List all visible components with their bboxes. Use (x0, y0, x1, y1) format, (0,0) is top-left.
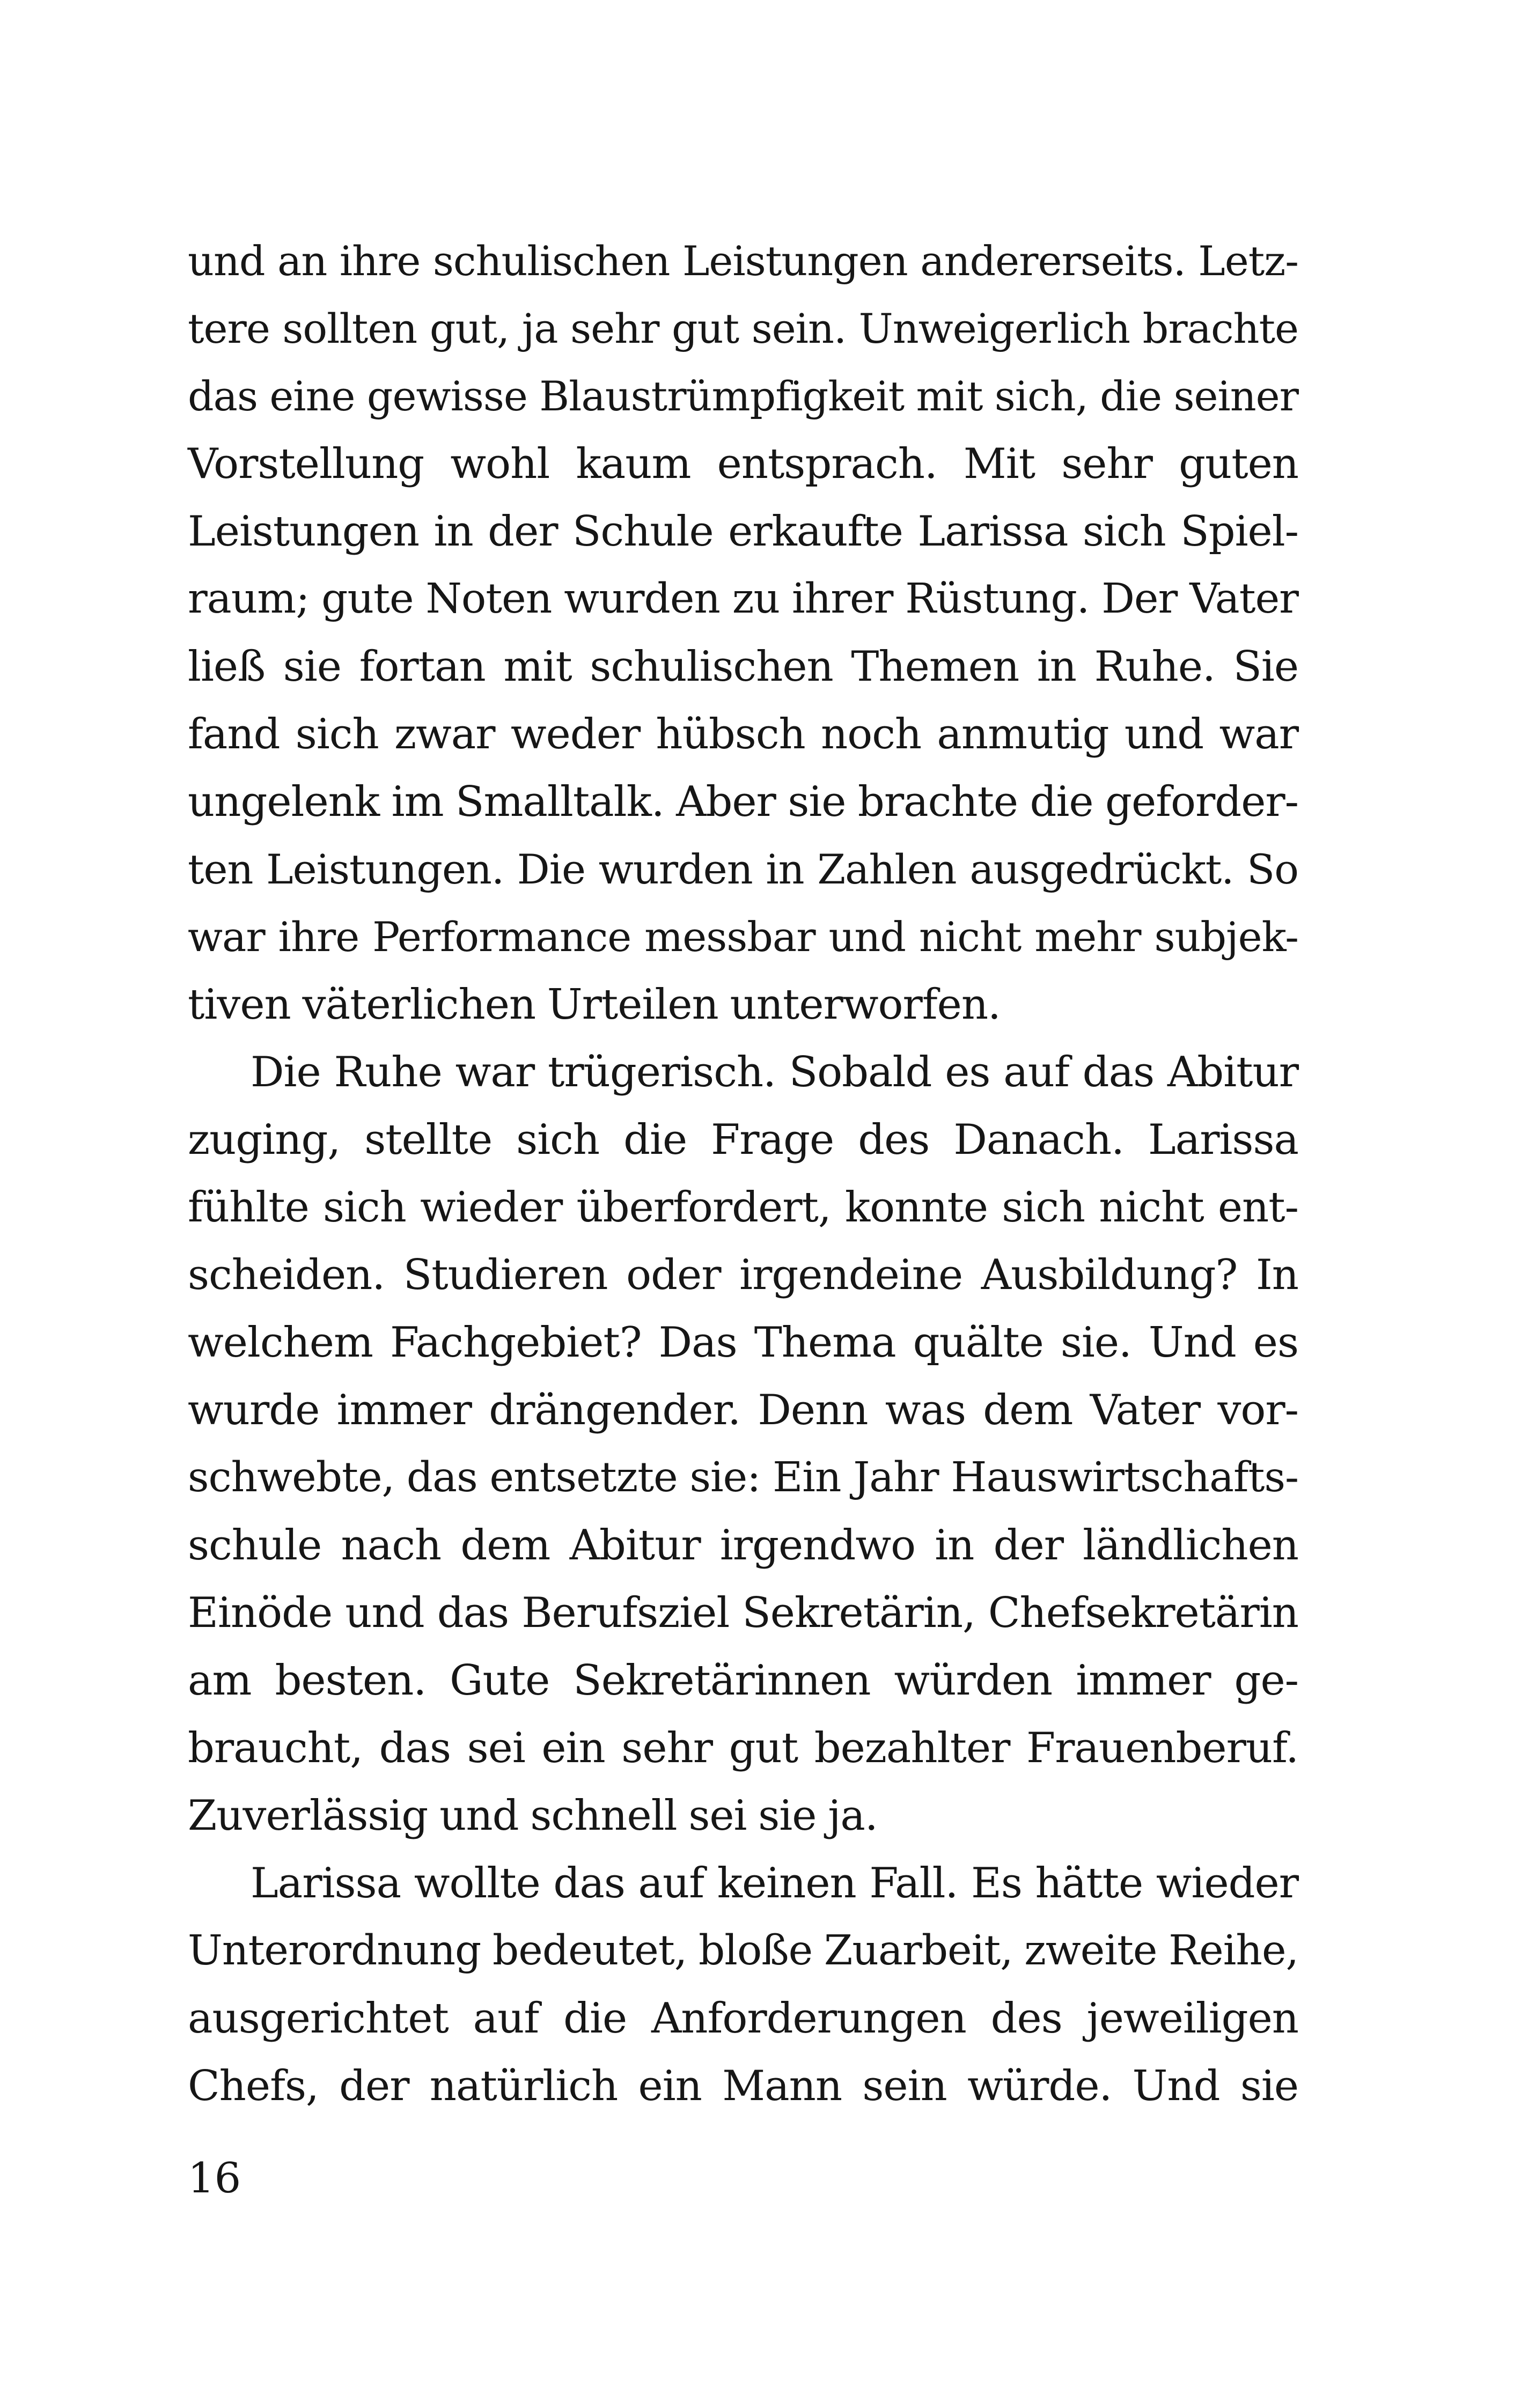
text-line: schwebte, das entsetzte sie: Ein Jahr Hauswirtschafts- (188, 1454, 1298, 1501)
text-line: Larissa wollte das auf keinen Fall. Es hätte wieder (251, 1859, 1298, 1908)
text-line: das eine gewisse Blaustrümpfigkeit mit sich, die seiner (188, 372, 1298, 420)
text-line: zuging, stellte sich die Frage des Danach. Larissa (188, 1116, 1298, 1164)
text-line: Leistungen in der Schule erkaufte Larissa sich Spiel- (188, 507, 1298, 556)
text-line: tere sollten gut, ja sehr gut sein. Unweigerlich brachte (188, 305, 1298, 352)
text-line: Die Ruhe war trügerisch. Sobald es auf das Abitur (251, 1048, 1298, 1096)
page-number: 16 (188, 2154, 241, 2203)
text-line: braucht, das sei ein sehr gut bezahlter Frauenberuf. (188, 1724, 1298, 1772)
text-line: Zuverlässig und schnell sei sie ja. (188, 1792, 878, 1840)
text-line: ließ sie fortan mit schulischen Themen in Ruhe. Sie (188, 643, 1298, 691)
text-line: Unterordnung bedeutet, bloße Zuarbeit, zweite Reihe, (188, 1927, 1298, 1975)
text-line: ten Leistungen. Die wurden in Zahlen ausgedrückt. So (188, 845, 1298, 893)
text-line: Vorstellung wohl kaum entsprach. Mit sehr guten (188, 440, 1298, 488)
text-line: wurde immer drängender. Denn was dem Vater vor- (188, 1386, 1298, 1434)
text-line: fühlte sich wieder überfordert, konnte sich nicht ent- (188, 1183, 1298, 1232)
text-line: Chefs, der natürlich ein Mann sein würde. Und sie (188, 2062, 1298, 2110)
text-line: schule nach dem Abitur irgendwo in der ländlichen (188, 1521, 1298, 1570)
text-line: war ihre Performance messbar und nicht mehr subjek- (188, 913, 1298, 961)
text-line: am besten. Gute Sekretärinnen würden immer ge- (188, 1656, 1298, 1705)
text-line: Einöde und das Berufsziel Sekretärin, Chefsekretärin (188, 1589, 1298, 1637)
text-line: ausgerichtet auf die Anforderungen des jeweiligen (188, 1994, 1298, 2043)
text-line: ungelenk im Smalltalk. Aber sie brachte die geforder- (188, 778, 1298, 826)
text-line: scheiden. Studieren oder irgendeine Ausbildung? In (188, 1251, 1298, 1299)
body-text (188, 227, 1298, 2120)
text-line: und an ihre schulischen Leistungen andererseits. Letz- (188, 237, 1298, 285)
text-line: raum; gute Noten wurden zu ihrer Rüstung. Der Vater (188, 575, 1298, 623)
text-line: tiven väterlichen Urteilen unterworfen. (188, 981, 1001, 1029)
text-line: fand sich zwar weder hübsch noch anmutig und war (188, 710, 1298, 759)
text-line: welchem Fachgebiet? Das Thema quälte sie. Und es (188, 1319, 1298, 1367)
